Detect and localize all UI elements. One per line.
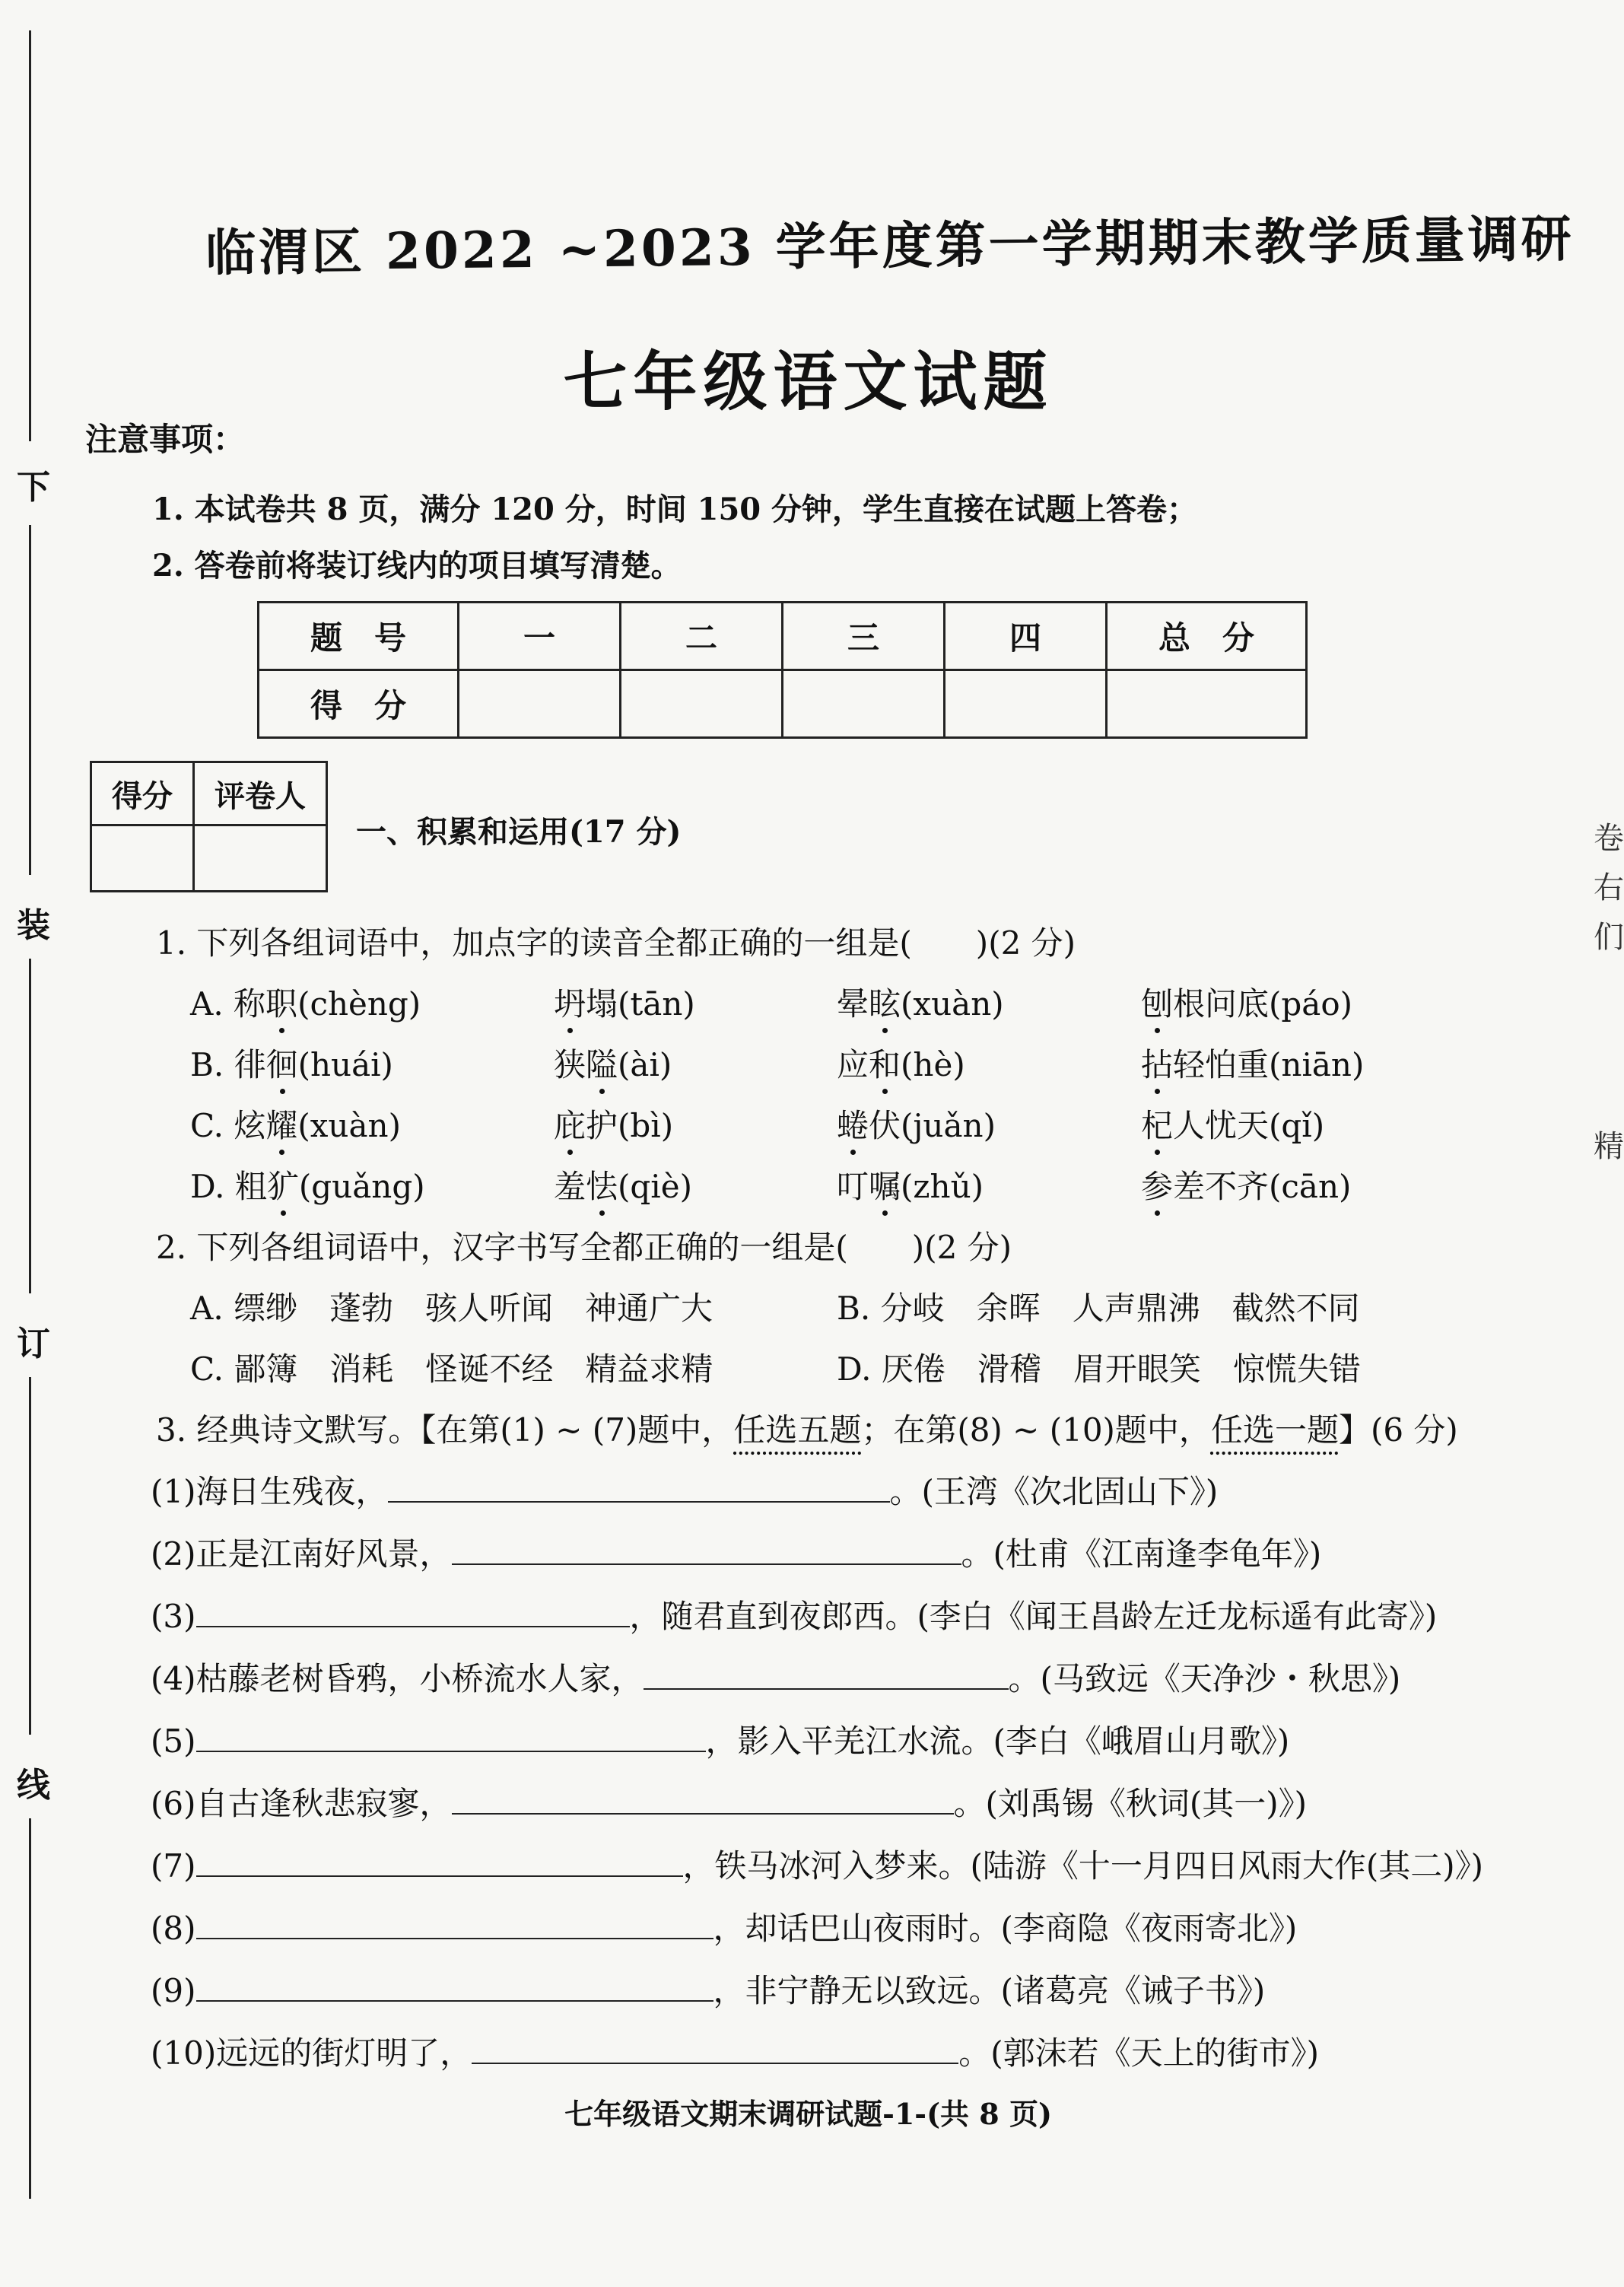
q3-line-10: (10)远远的街灯明了， 。(郭沫若《天上的街市》) [151, 2034, 1319, 2072]
binding-char-ding: 订 [17, 1325, 50, 1363]
q1-c-3: 蜷伏(juǎn) [837, 1107, 996, 1144]
q1-d-3: 叮嘱(zhǔ) [837, 1168, 984, 1205]
grader-score-cell[interactable] [91, 825, 194, 892]
score-cell-total[interactable] [1107, 670, 1307, 738]
score-cell-2[interactable] [621, 670, 783, 738]
q2-option-c: C. 鄙簿 消耗 怪诞不经 精益求精 [190, 1350, 713, 1388]
edge-glyph: 们 [1594, 920, 1624, 955]
q3-emph-1: 任选五题 [733, 1411, 862, 1449]
answer-blank-2[interactable] [452, 1536, 961, 1565]
q2-option-b: B. 分岐 余晖 人声鼎沸 截然不同 [837, 1290, 1360, 1327]
answer-blank-1[interactable] [388, 1474, 890, 1503]
binding-char-zhuang: 装 [17, 906, 50, 945]
edge-glyph: 卷 [1594, 821, 1624, 856]
page-footer: 七年级语文期末调研试题-1-(共 8 页) [564, 2097, 1052, 2131]
q3-line-9: (9) ，非宁静无以致远。(诸葛亮《诫子书》) [151, 1972, 1266, 2009]
grader-score-label: 得分 [91, 762, 194, 825]
score-table [257, 601, 1308, 739]
binding-line [29, 1818, 31, 2199]
q1-c-4: 杞人忧天(qǐ) [1141, 1107, 1325, 1144]
score-cell-4[interactable] [945, 670, 1107, 738]
grader-box [90, 761, 328, 892]
q1-d-4: 参差不齐(cān) [1141, 1168, 1352, 1205]
notes-item-2: 2. 答卷前将装订线内的项目填写清楚。 [152, 548, 682, 584]
score-cell-3[interactable] [783, 670, 945, 738]
score-header-2: 二 [621, 603, 783, 670]
exam-title-line1: 临渭区 2022 ~2023 学年度第一学期期末教学质量调研 [205, 208, 1575, 283]
score-header-3: 三 [783, 603, 945, 670]
score-header-total: 总 分 [1107, 603, 1307, 670]
answer-blank-10[interactable] [472, 2035, 958, 2064]
notes-heading: 注意事项： [85, 421, 246, 458]
answer-blank-8[interactable] [196, 1910, 713, 1939]
q1-stem: 1. 下列各组词语中，加点字的读音全都正确的一组是( )(2 分) [156, 924, 1076, 962]
q1-a-1: A. 称职(chèng) [190, 985, 421, 1023]
binding-char-xian: 线 [17, 1766, 50, 1805]
answer-blank-7[interactable] [196, 1848, 683, 1877]
answer-blank-5[interactable] [196, 1723, 706, 1752]
q1-c-2: 庇护(bì) [554, 1107, 674, 1144]
q1-a-4: 刨根问底(páo) [1141, 985, 1352, 1023]
score-cell-1[interactable] [459, 670, 621, 738]
q1-b-1: B. 徘徊(huái) [190, 1046, 393, 1083]
q2-stem: 2. 下列各组词语中，汉字书写全都正确的一组是( )(2 分) [156, 1229, 1012, 1266]
q1-a-3: 晕眩(xuàn) [837, 985, 1004, 1023]
q1-b-3: 应和(hè) [837, 1046, 965, 1083]
q3-line-4: (4)枯藤老树昏鸦，小桥流水人家， 。(马致远《天净沙・秋思》) [151, 1660, 1401, 1697]
q3-line-2: (2)正是江南好风景， 。(杜甫《江南逢李龟年》) [151, 1535, 1322, 1573]
q2-option-a: A. 缥缈 蓬勃 骇人听闻 神通广大 [190, 1290, 713, 1327]
grader-name-label: 评卷人 [194, 762, 327, 825]
score-row-label: 得 分 [259, 670, 459, 738]
notes-item-1: 1. 本试卷共 8 页，满分 120 分，时间 150 分钟，学生直接在试题上答卷； [152, 491, 1198, 527]
q3-emph-2: 任选一题 [1210, 1411, 1339, 1449]
q1-b-2: 狭隘(ài) [554, 1046, 672, 1083]
q1-d-2: 羞怯(qiè) [554, 1168, 692, 1205]
binding-char-xia: 下 [17, 468, 50, 507]
edge-glyph: 精 [1594, 1129, 1624, 1164]
exam-title-line2: 七年级语文试题 [563, 344, 1054, 419]
score-header-4: 四 [945, 603, 1107, 670]
q3-stem: 3. 经典诗文默写。【在第(1) ~ (7)题中，任选五题；在第(8) ~ (10)题中，任选一题】(6 分) [156, 1411, 1458, 1449]
answer-blank-6[interactable] [452, 1786, 954, 1815]
q3-line-5: (5) ，影入平羌江水流。(李白《峨眉山月歌》) [151, 1722, 1290, 1760]
q1-b-4: 拈轻怕重(niān) [1141, 1046, 1365, 1083]
edge-glyph: 右 [1594, 870, 1624, 905]
q3-line-6: (6)自古逢秋悲寂寥， 。(刘禹锡《秋词(其一)》) [151, 1785, 1308, 1822]
q3-line-8: (8) ，却话巴山夜雨时。(李商隐《夜雨寄北》) [151, 1910, 1298, 1947]
q3-line-3: (3) ，随君直到夜郎西。(李白《闻王昌龄左迁龙标遥有此寄》) [151, 1598, 1438, 1635]
binding-line [29, 525, 31, 875]
binding-line [29, 959, 31, 1293]
q2-option-d: D. 厌倦 滑稽 眉开眼笑 惊慌失错 [837, 1350, 1361, 1388]
q3-line-7: (7) ，铁马冰河入梦来。(陆游《十一月四日风雨大作(其二)》) [151, 1847, 1484, 1885]
q1-a-2: 坍塌(tān) [554, 985, 695, 1023]
binding-line [29, 1377, 31, 1735]
answer-blank-9[interactable] [196, 1973, 713, 2002]
answer-blank-4[interactable] [644, 1661, 1009, 1690]
answer-blank-3[interactable] [196, 1598, 630, 1627]
q1-c-1: C. 炫耀(xuàn) [190, 1107, 401, 1144]
grader-name-cell[interactable] [194, 825, 327, 892]
q3-line-1: (1)海日生残夜， 。(王湾《次北固山下》) [151, 1473, 1219, 1510]
score-header-label: 题 号 [259, 603, 459, 670]
q1-d-1: D. 粗犷(guǎng) [190, 1168, 425, 1205]
section1-heading: 一、积累和运用(17 分) [356, 814, 682, 850]
score-header-1: 一 [459, 603, 621, 670]
